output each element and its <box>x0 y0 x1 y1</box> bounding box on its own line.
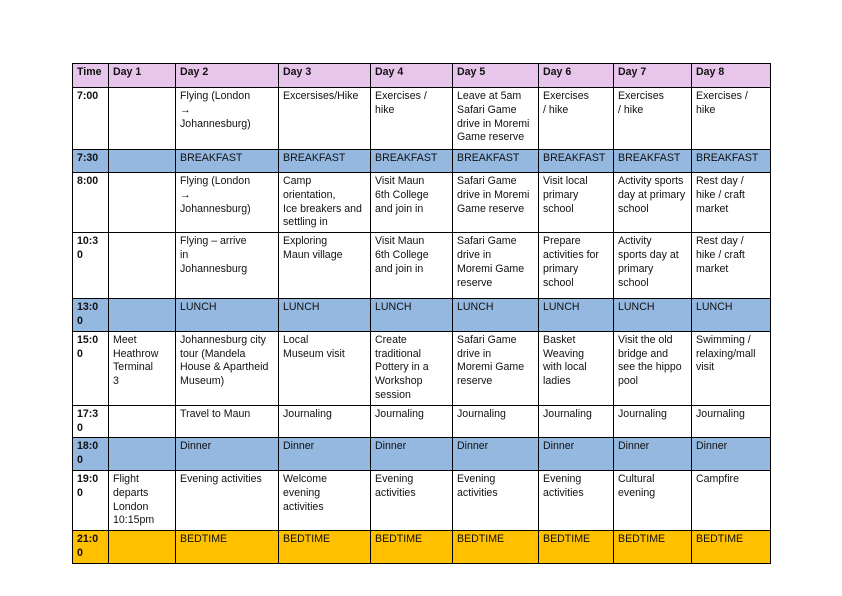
activity-cell-day-1: Meet Heathrow Terminal 3 <box>109 331 176 405</box>
schedule-row-1500 <box>73 331 771 405</box>
header-cell-day-2: Day 2 <box>176 64 279 88</box>
activity-cell-day-2: Evening activities <box>176 470 279 530</box>
activity-cell-day-1 <box>109 405 176 438</box>
activity-cell-day-4: Exercises / hike <box>371 88 453 150</box>
activity-cell-day-6: BEDTIME <box>539 531 614 564</box>
activity-cell-day-2: BREAKFAST <box>176 150 279 173</box>
activity-cell-day-3: LUNCH <box>279 299 371 332</box>
activity-cell-day-2: Johannesburg city tour (Mandela House & Apartheid Museum) <box>176 331 279 405</box>
header-cell-day-6: Day 6 <box>539 64 614 88</box>
activity-cell-day-3: Local Museum visit <box>279 331 371 405</box>
activity-cell-day-4: Visit Maun 6th College and join in <box>371 173 453 233</box>
activity-cell-day-3: Camp orientation, Ice breakers and settling in <box>279 173 371 233</box>
activity-cell-day-6: Evening activities <box>539 470 614 530</box>
schedule-body <box>73 64 771 564</box>
header-cell-day-5: Day 5 <box>453 64 539 88</box>
time-cell: 7:00 <box>73 88 109 150</box>
header-cell-day-7: Day 7 <box>614 64 692 88</box>
activity-cell-day-1: Flight departs London 10:15pm <box>109 470 176 530</box>
activity-cell-day-2: LUNCH <box>176 299 279 332</box>
activity-cell-day-6: Basket Weaving with local ladies <box>539 331 614 405</box>
activity-cell-day-2: Travel to Maun <box>176 405 279 438</box>
activity-cell-day-6: Dinner <box>539 438 614 471</box>
header-cell-day-4: Day 4 <box>371 64 453 88</box>
activity-cell-day-7: Visit the old bridge and see the hippo pool <box>614 331 692 405</box>
activity-cell-day-3: Journaling <box>279 405 371 438</box>
time-cell: 19:00 <box>73 470 109 530</box>
activity-cell-day-5: Journaling <box>453 405 539 438</box>
activity-cell-day-6: Visit local primary school <box>539 173 614 233</box>
schedule-row-1300 <box>73 299 771 332</box>
activity-cell-day-6: Prepare activities for primary school <box>539 233 614 299</box>
schedule-row-2100 <box>73 531 771 564</box>
time-cell: 17:30 <box>73 405 109 438</box>
schedule-row-700 <box>73 88 771 150</box>
schedule-row-730 <box>73 150 771 173</box>
schedule-row-1900 <box>73 470 771 530</box>
time-cell: 18:00 <box>73 438 109 471</box>
activity-cell-day-2: Dinner <box>176 438 279 471</box>
activity-cell-day-7: Activity sports day at primary school <box>614 233 692 299</box>
activity-cell-day-7: BEDTIME <box>614 531 692 564</box>
activity-cell-day-8: Rest day / hike / craft market <box>692 173 771 233</box>
activity-cell-day-8: BREAKFAST <box>692 150 771 173</box>
activity-cell-day-7: BREAKFAST <box>614 150 692 173</box>
time-cell: 13:00 <box>73 299 109 332</box>
header-cell-day-1: Day 1 <box>109 64 176 88</box>
activity-cell-day-5: Safari Game drive in Moremi Game reserve <box>453 173 539 233</box>
activity-cell-day-8: Exercises / hike <box>692 88 771 150</box>
activity-cell-day-4: Journaling <box>371 405 453 438</box>
activity-cell-day-5: Dinner <box>453 438 539 471</box>
activity-cell-day-3: BREAKFAST <box>279 150 371 173</box>
activity-cell-day-6: LUNCH <box>539 299 614 332</box>
activity-cell-day-6: Journaling <box>539 405 614 438</box>
activity-cell-day-5: BEDTIME <box>453 531 539 564</box>
activity-cell-day-5: Safari Game drive in Moremi Game reserve <box>453 233 539 299</box>
activity-cell-day-8: Journaling <box>692 405 771 438</box>
activity-cell-day-3: Excersises/Hike <box>279 88 371 150</box>
time-cell: 8:00 <box>73 173 109 233</box>
activity-cell-day-7: Cultural evening <box>614 470 692 530</box>
schedule-row-1800 <box>73 438 771 471</box>
activity-cell-day-4: BREAKFAST <box>371 150 453 173</box>
activity-cell-day-1 <box>109 438 176 471</box>
activity-cell-day-7: Journaling <box>614 405 692 438</box>
activity-cell-day-1 <box>109 299 176 332</box>
activity-cell-day-3: Exploring Maun village <box>279 233 371 299</box>
activity-cell-day-4: LUNCH <box>371 299 453 332</box>
activity-cell-day-7: Activity sports day at primary school <box>614 173 692 233</box>
activity-cell-day-2: Flying – arrive in Johannesburg <box>176 233 279 299</box>
activity-cell-day-3: Welcome evening activities <box>279 470 371 530</box>
activity-cell-day-1 <box>109 88 176 150</box>
activity-cell-day-8: LUNCH <box>692 299 771 332</box>
activity-cell-day-4: Visit Maun 6th College and join in <box>371 233 453 299</box>
activity-cell-day-4: Evening activities <box>371 470 453 530</box>
activity-cell-day-5: LUNCH <box>453 299 539 332</box>
activity-cell-day-5: Safari Game drive in Moremi Game reserve <box>453 331 539 405</box>
activity-cell-day-8: BEDTIME <box>692 531 771 564</box>
schedule-row-1730 <box>73 405 771 438</box>
activity-cell-day-1 <box>109 150 176 173</box>
activity-cell-day-2: Flying (London → Johannesburg) <box>176 173 279 233</box>
activity-cell-day-2: BEDTIME <box>176 531 279 564</box>
header-cell-time: Time <box>73 64 109 88</box>
activity-cell-day-3: Dinner <box>279 438 371 471</box>
activity-cell-day-2: Flying (London → Johannesburg) <box>176 88 279 150</box>
activity-cell-day-8: Campfire <box>692 470 771 530</box>
activity-cell-day-5: Evening activities <box>453 470 539 530</box>
activity-cell-day-7: Exercises / hike <box>614 88 692 150</box>
activity-cell-day-8: Dinner <box>692 438 771 471</box>
activity-cell-day-7: Dinner <box>614 438 692 471</box>
activity-cell-day-5: Leave at 5am Safari Game drive in Moremi Game reserve <box>453 88 539 150</box>
activity-cell-day-4: BEDTIME <box>371 531 453 564</box>
schedule-row-800 <box>73 173 771 233</box>
activity-cell-day-1 <box>109 173 176 233</box>
schedule-table <box>72 63 771 564</box>
activity-cell-day-1 <box>109 233 176 299</box>
activity-cell-day-1 <box>109 531 176 564</box>
activity-cell-day-7: LUNCH <box>614 299 692 332</box>
time-cell: 15:00 <box>73 331 109 405</box>
activity-cell-day-6: BREAKFAST <box>539 150 614 173</box>
header-cell-day-3: Day 3 <box>279 64 371 88</box>
activity-cell-day-5: BREAKFAST <box>453 150 539 173</box>
activity-cell-day-4: Dinner <box>371 438 453 471</box>
header-row <box>73 64 771 88</box>
activity-cell-day-4: Create traditional Pottery in a Workshop session <box>371 331 453 405</box>
time-cell: 7:30 <box>73 150 109 173</box>
activity-cell-day-3: BEDTIME <box>279 531 371 564</box>
activity-cell-day-8: Rest day / hike / craft market <box>692 233 771 299</box>
time-cell: 10:30 <box>73 233 109 299</box>
time-cell: 21:00 <box>73 531 109 564</box>
activity-cell-day-6: Exercises / hike <box>539 88 614 150</box>
header-cell-day-8: Day 8 <box>692 64 771 88</box>
activity-cell-day-8: Swimming / relaxing/mall visit <box>692 331 771 405</box>
schedule-row-1030 <box>73 233 771 299</box>
